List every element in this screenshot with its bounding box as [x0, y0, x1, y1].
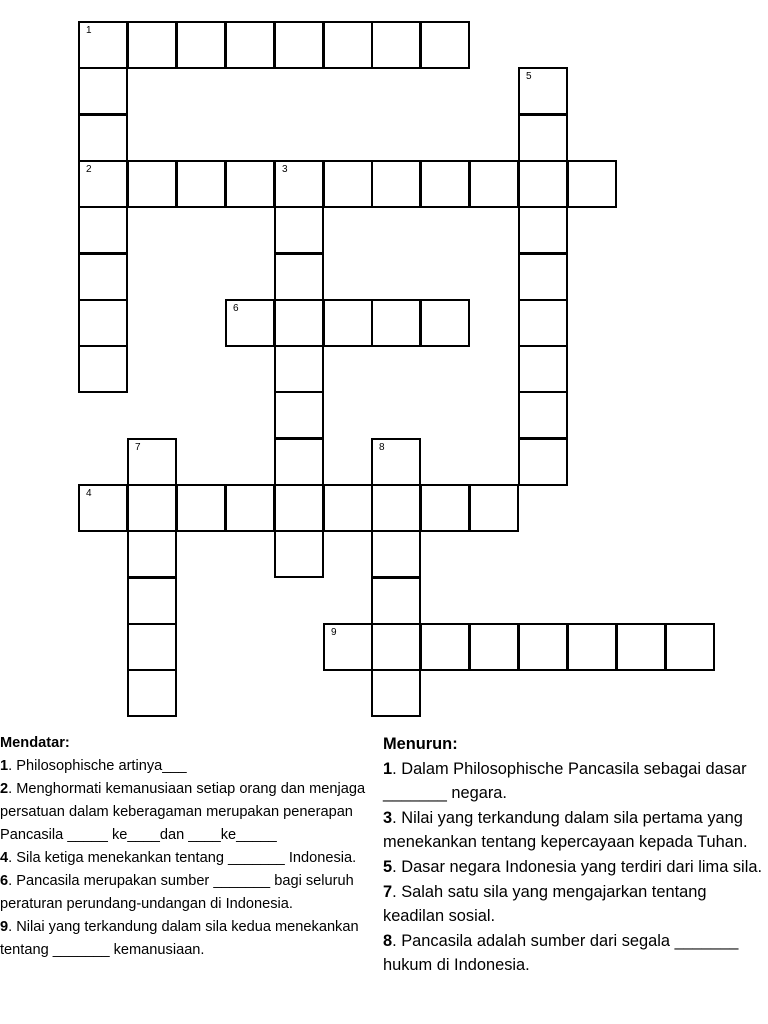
crossword-cell[interactable]	[420, 21, 470, 69]
crossword-cell[interactable]	[274, 21, 324, 69]
crossword-cell[interactable]	[78, 160, 128, 208]
clue-text: . Nilai yang terkandung dalam sila kedua menekankan tentang _______ kemanusiaan.	[0, 919, 359, 958]
crossword-cell[interactable]	[274, 438, 324, 486]
crossword-cell[interactable]	[225, 21, 275, 69]
crossword-cell[interactable]	[127, 160, 177, 208]
crossword-cell[interactable]	[225, 160, 275, 208]
clue-text: . Nilai yang terkandung dalam sila pertama yang menekankan tentang kepercayaan kepada Tuhan.	[383, 808, 748, 852]
clue-across-4	[0, 847, 370, 870]
crossword-cell[interactable]	[371, 623, 421, 671]
clue-across-2	[0, 778, 370, 847]
crossword-cell[interactable]	[225, 299, 275, 347]
cell-number: 2	[86, 164, 92, 175]
crossword-cell[interactable]	[78, 67, 128, 115]
crossword-cell[interactable]	[323, 484, 373, 532]
crossword-cell[interactable]	[78, 484, 128, 532]
crossword-cell[interactable]	[420, 623, 470, 671]
clue-text: . Pancasila adalah sumber dari segala _______ hukum di Indonesia.	[383, 931, 739, 975]
crossword-cell[interactable]	[371, 160, 421, 208]
crossword-cell[interactable]	[274, 253, 324, 301]
across-heading: Mendatar:	[0, 735, 70, 751]
crossword-cell[interactable]	[420, 160, 470, 208]
crossword-cell[interactable]	[274, 484, 324, 532]
cell-number: 8	[379, 442, 385, 453]
crossword-cell[interactable]	[371, 299, 421, 347]
clue-number: 8	[383, 931, 393, 950]
down-clues	[383, 732, 768, 978]
clue-down-8	[383, 929, 768, 978]
cell-number: 9	[331, 627, 337, 638]
crossword-cell[interactable]	[176, 484, 226, 532]
clue-across-9	[0, 916, 370, 962]
crossword-cell[interactable]	[371, 669, 421, 717]
crossword-cell[interactable]	[371, 438, 421, 486]
crossword-cell[interactable]	[274, 391, 324, 439]
down-heading: Menurun:	[383, 735, 458, 753]
crossword-cell[interactable]	[665, 623, 715, 671]
crossword-cell[interactable]	[518, 160, 568, 208]
crossword-cell[interactable]	[518, 67, 568, 115]
crossword-cell[interactable]	[518, 391, 568, 439]
crossword-cell[interactable]	[78, 299, 128, 347]
clue-number: 7	[383, 882, 393, 901]
crossword-cell[interactable]	[127, 577, 177, 625]
clue-text: . Philosophische artinya___	[8, 758, 187, 774]
clue-number: 5	[383, 857, 393, 876]
crossword-cell[interactable]	[274, 530, 324, 578]
clue-across-1	[0, 755, 370, 778]
crossword-cell[interactable]	[567, 160, 617, 208]
crossword-cell[interactable]	[323, 623, 373, 671]
clue-number: 6	[0, 873, 9, 889]
across-clues	[0, 732, 370, 962]
crossword-cell[interactable]	[274, 206, 324, 254]
clue-number: 3	[383, 808, 393, 827]
crossword-cell[interactable]	[127, 21, 177, 69]
clue-down-7	[383, 880, 768, 929]
clue-text: . Menghormati kemanusiaan setiap orang dan menjaga persatuan dalam keberagaman merupakan penerapan Pancasila _____ ke____dan ____ke_____	[0, 781, 366, 843]
crossword-cell[interactable]	[127, 669, 177, 717]
crossword-cell[interactable]	[518, 114, 568, 162]
crossword-cell[interactable]	[518, 345, 568, 393]
crossword-cell[interactable]	[371, 484, 421, 532]
crossword-cell[interactable]	[274, 299, 324, 347]
crossword-cell[interactable]	[176, 160, 226, 208]
crossword-cell[interactable]	[323, 299, 373, 347]
crossword-cell[interactable]	[371, 21, 421, 69]
crossword-cell[interactable]	[78, 114, 128, 162]
clue-number: 1	[383, 759, 393, 778]
clue-text: . Dalam Philosophische Pancasila sebagai dasar _______ negara.	[383, 759, 747, 803]
crossword-cell[interactable]	[518, 623, 568, 671]
crossword-cell[interactable]	[225, 484, 275, 532]
crossword-cell[interactable]	[78, 345, 128, 393]
clue-number: 9	[0, 919, 9, 935]
cell-number: 3	[282, 164, 288, 175]
crossword-cell[interactable]	[518, 299, 568, 347]
crossword-cell[interactable]	[420, 484, 470, 532]
crossword-cell[interactable]	[469, 623, 519, 671]
clue-text: . Salah satu sila yang mengajarkan tentang keadilan sosial.	[383, 882, 707, 926]
clue-down-1	[383, 757, 768, 806]
clue-number: 4	[0, 850, 9, 866]
clue-down-5	[383, 855, 768, 880]
crossword-cell[interactable]	[127, 484, 177, 532]
crossword-cell[interactable]	[127, 530, 177, 578]
crossword-cell[interactable]	[469, 484, 519, 532]
crossword-cell[interactable]	[274, 345, 324, 393]
crossword-cell[interactable]	[616, 623, 666, 671]
crossword-cell[interactable]	[127, 623, 177, 671]
clue-number: 2	[0, 781, 9, 797]
crossword-cell[interactable]	[518, 206, 568, 254]
crossword-cell[interactable]	[371, 577, 421, 625]
crossword-cell[interactable]	[323, 160, 373, 208]
crossword-cell[interactable]	[469, 160, 519, 208]
crossword-cell[interactable]	[420, 299, 470, 347]
clue-down-3	[383, 806, 768, 855]
crossword-cell[interactable]	[274, 160, 324, 208]
clue-text: . Pancasila merupakan sumber _______ bagi seluruh peraturan perundang-undangan di Indonesia.	[0, 873, 354, 912]
crossword-cell[interactable]	[78, 206, 128, 254]
cell-number: 4	[86, 488, 92, 499]
cell-number: 5	[526, 71, 532, 82]
cell-number: 1	[86, 25, 92, 36]
crossword-cell[interactable]	[78, 253, 128, 301]
crossword-cell[interactable]	[518, 253, 568, 301]
crossword-cell[interactable]	[371, 530, 421, 578]
cell-number: 7	[135, 442, 141, 453]
clue-text: . Dasar negara Indonesia yang terdiri dari lima sila.	[392, 857, 763, 876]
crossword-cell[interactable]	[567, 623, 617, 671]
clue-text: . Sila ketiga menekankan tentang _______ Indonesia.	[8, 850, 357, 866]
clue-across-6	[0, 870, 370, 916]
crossword-cell[interactable]	[176, 21, 226, 69]
clue-number: 1	[0, 758, 9, 774]
cell-number: 6	[233, 303, 239, 314]
crossword-cell[interactable]	[127, 438, 177, 486]
crossword-cell[interactable]	[518, 438, 568, 486]
crossword-cell[interactable]	[323, 21, 373, 69]
crossword-cell[interactable]	[78, 21, 128, 69]
